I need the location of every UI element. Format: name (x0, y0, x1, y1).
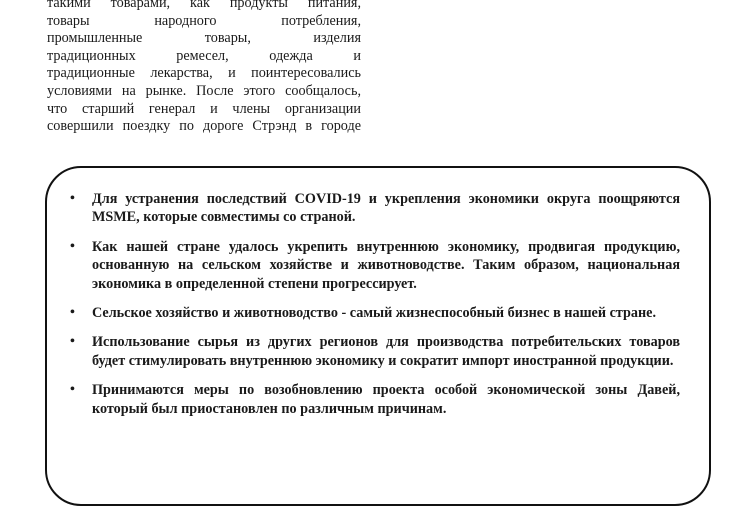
text-line: такими товарами, как продукты питания, (47, 0, 361, 11)
bullet-item (68, 238, 680, 293)
bullet-text: Сельское хозяйство и животноводство - самый жизнеспособный бизнес в нашей стране. (92, 305, 657, 322)
article-column-text (47, 0, 361, 136)
text-line: традиционные лекарства, и поинтересовались (47, 65, 361, 82)
bullet-text: Принимаются меры по возобновлению проекта особой экономической зоны Давей, который был приостановлен по различным причинам. (92, 382, 680, 417)
bullet-icon: • (70, 238, 75, 254)
text-line: товары народного потребления, (47, 12, 361, 29)
summary-bullet-list (68, 190, 680, 429)
bullet-text: Использование сырья из других регионов для производства потребительских товаров будет стимулировать внутреннюю экономику и сократит импорт иностранной продукции. (92, 334, 680, 369)
text-line: условиями на рынке. После этого сообщалось, (47, 82, 361, 99)
bullet-text: Как нашей стране удалось укрепить внутреннюю экономику, продвигая продукцию, основанную на сельском хозяйстве и животноводстве. Таким образом, национальная экономика в определенной степени прогрессирует. (92, 238, 680, 292)
bullet-item (68, 304, 680, 322)
bullet-item (68, 333, 680, 370)
bullet-icon: • (70, 382, 75, 398)
text-line: совершили поездку по дороге Стрэнд в городе (47, 118, 361, 135)
text-line: промышленные товары, изделия (47, 30, 361, 47)
bullet-text: Для устранения последствий COVID-19 и укрепления экономики округа поощряются MSME, которые совместимы со страной. (92, 191, 680, 226)
bullet-item (68, 190, 680, 227)
bullet-item (68, 381, 680, 418)
bullet-icon: • (70, 191, 75, 206)
text-line: традиционных ремесел, одежда и (47, 47, 361, 64)
text-line: что старший генерал и члены организации (47, 100, 361, 117)
bullet-icon: • (70, 334, 75, 350)
bullet-icon: • (70, 305, 75, 321)
